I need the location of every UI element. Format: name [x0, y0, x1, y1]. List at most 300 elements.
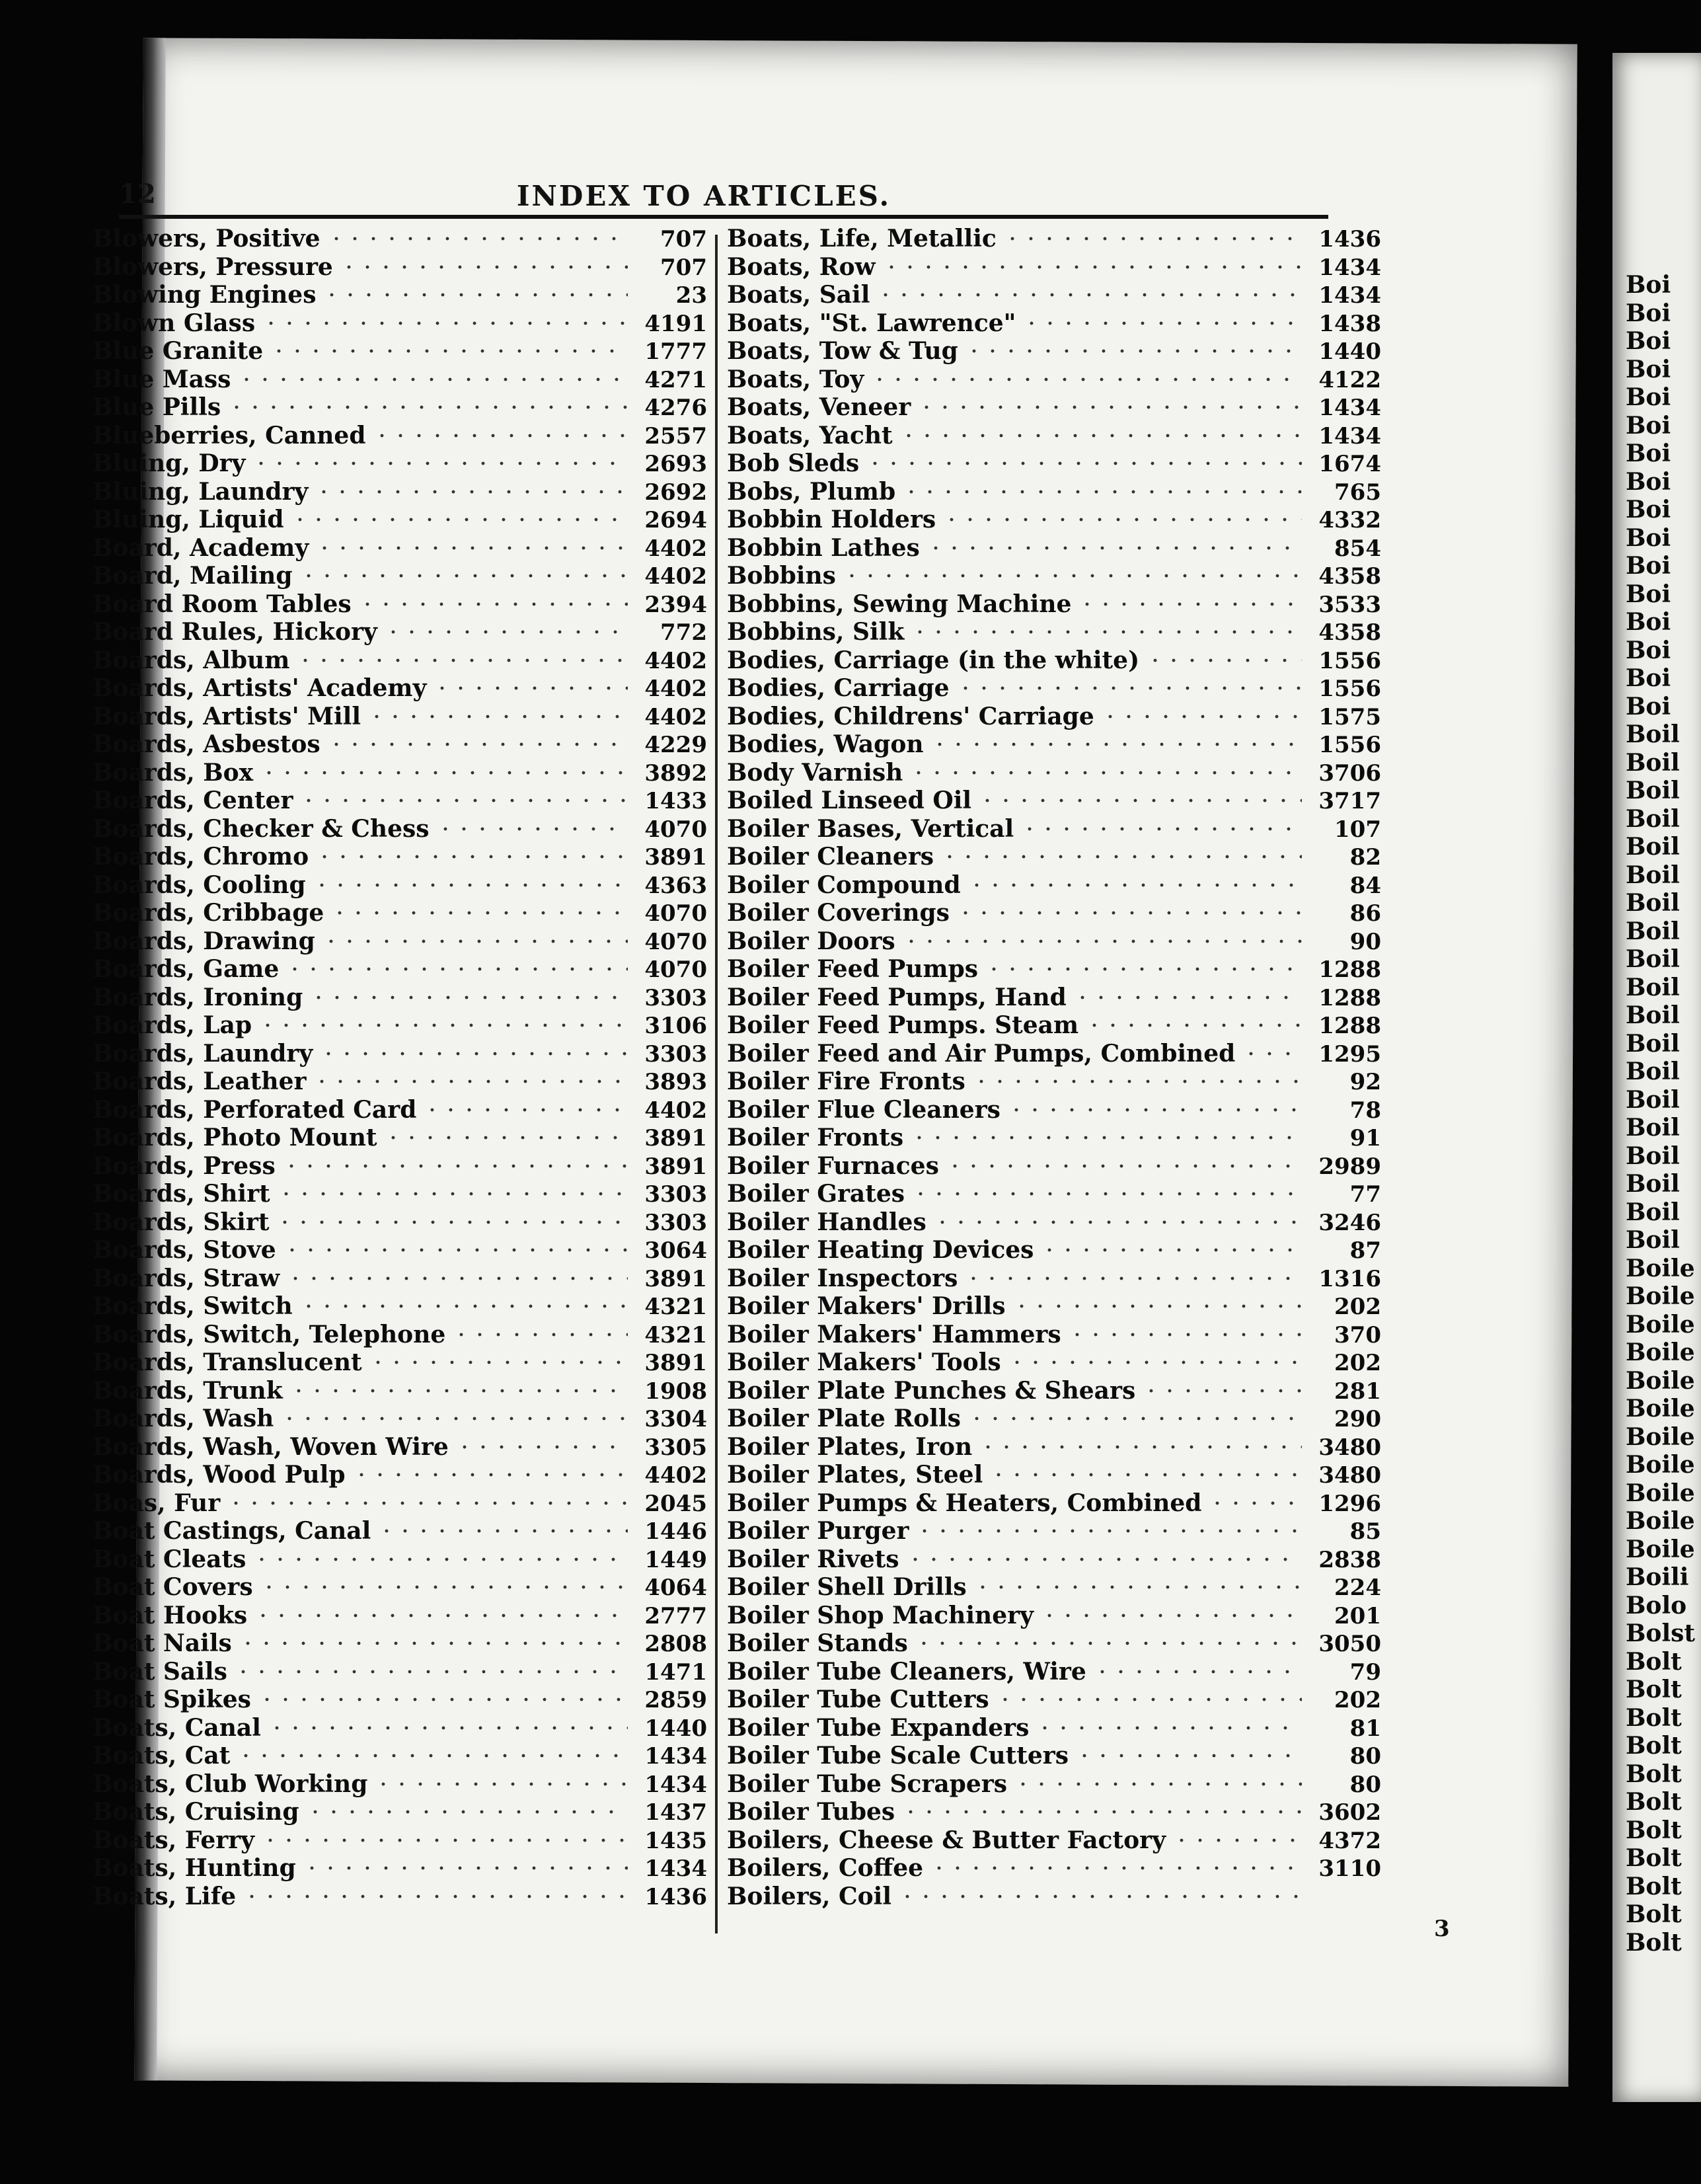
- entry-label: Boiler Makers' Drills: [727, 1292, 1006, 1320]
- dot-leader: [906, 1557, 1302, 1561]
- entry-page-number: 107: [1334, 816, 1381, 843]
- adjacent-page-fragment: Boili: [1626, 1563, 1689, 1591]
- entry-page-number: 81: [1349, 1715, 1381, 1742]
- dot-leader: [1085, 1023, 1302, 1027]
- entry-label: Boats, Toy: [727, 365, 864, 393]
- dot-leader: [352, 1473, 628, 1477]
- dot-leader: [285, 967, 628, 971]
- entry-label: Blueberries, Canned: [93, 421, 366, 449]
- index-entry: [727, 1348, 1381, 1377]
- adjacent-page-fragment: Bolt: [1626, 1732, 1682, 1760]
- entry-page-number: 4070: [644, 900, 707, 927]
- dot-leader: [1142, 1389, 1302, 1393]
- entry-label: Boards, Translucent: [93, 1348, 362, 1376]
- entry-page-number: 3305: [644, 1434, 707, 1461]
- index-entry: [93, 590, 707, 619]
- index-entry: [93, 1658, 707, 1686]
- header-rule: [119, 215, 1328, 219]
- adjacent-page-fragment: Boil: [1626, 1198, 1680, 1226]
- adjacent-page-fragment: Boi: [1626, 636, 1671, 664]
- dot-leader: [940, 855, 1302, 859]
- entry-page-number: 90: [1349, 928, 1381, 955]
- dot-leader: [870, 377, 1302, 381]
- entry-label: Boiler Handles: [727, 1208, 926, 1236]
- dot-leader: [282, 1164, 628, 1168]
- adjacent-page-fragment: Boil: [1626, 777, 1680, 804]
- index-entry: [727, 787, 1381, 815]
- adjacent-page-fragment: Boile: [1626, 1423, 1695, 1451]
- entry-label: Boiler Feed Pumps, Hand: [727, 983, 1067, 1011]
- dot-leader: [384, 1136, 628, 1140]
- dot-leader: [276, 1220, 628, 1224]
- index-entry: [727, 1011, 1381, 1040]
- entry-label: Boards, Cooling: [93, 871, 306, 899]
- dot-leader: [306, 1810, 628, 1814]
- dot-leader: [299, 799, 628, 802]
- index-entry: [727, 1180, 1381, 1208]
- index-entry: [93, 1405, 707, 1433]
- entry-page-number: 1471: [644, 1658, 707, 1686]
- index-entry: [727, 1686, 1381, 1714]
- entry-page-number: 2694: [644, 507, 707, 533]
- entry-label: Boiler Stands: [727, 1629, 908, 1657]
- entry-page-number: 4363: [644, 872, 707, 899]
- dot-leader: [930, 742, 1302, 746]
- index-entry: [727, 309, 1381, 338]
- adjacent-page-fragment: Bolt: [1626, 1647, 1682, 1676]
- entry-page-number: 3893: [644, 1069, 707, 1095]
- dot-leader: [1068, 1333, 1302, 1337]
- entry-page-number: 78: [1349, 1097, 1381, 1124]
- dot-leader: [917, 405, 1302, 409]
- entry-label: Board Rules, Hickory: [93, 618, 377, 646]
- dot-leader: [901, 1810, 1302, 1814]
- entry-page-number: 80: [1349, 1743, 1381, 1770]
- entry-page-number: 4402: [644, 647, 707, 674]
- index-entry: [93, 1517, 707, 1545]
- dot-leader: [303, 1866, 628, 1870]
- dot-leader: [1007, 1108, 1302, 1112]
- entry-page-number: 1556: [1318, 676, 1381, 702]
- adjacent-page-fragment: Boi: [1626, 664, 1671, 692]
- entry-page-number: 3480: [1318, 1462, 1381, 1489]
- entry-label: Boiler Tube Expanders: [727, 1713, 1030, 1742]
- dot-leader: [1101, 715, 1302, 719]
- index-entry: [727, 730, 1381, 759]
- entry-page-number: 4321: [644, 1294, 707, 1320]
- entry-page-number: 1440: [644, 1715, 707, 1742]
- entry-page-number: 1288: [1318, 1013, 1381, 1039]
- index-entry: [93, 337, 707, 366]
- entry-label: Boards, Skirt: [93, 1208, 270, 1236]
- entry-label: Boat Castings, Canal: [93, 1517, 371, 1545]
- entry-page-number: 3303: [644, 1209, 707, 1236]
- index-column-left: [93, 225, 707, 1910]
- entry-label: Boiler Makers' Tools: [727, 1348, 1001, 1376]
- index-entry: [93, 478, 707, 506]
- entry-label: Boiler Tube Scrapers: [727, 1770, 1007, 1798]
- dot-leader: [985, 967, 1302, 971]
- entry-page-number: 23: [675, 282, 707, 309]
- entry-page-number: 1440: [1318, 338, 1381, 365]
- dot-leader: [322, 939, 628, 943]
- entry-label: Boats, Veneer: [727, 393, 911, 421]
- index-entry: [93, 1152, 707, 1181]
- dot-leader: [262, 321, 628, 325]
- entry-label: Boiler Cleaners: [727, 843, 934, 871]
- adjacent-page-fragment: Boi: [1626, 496, 1671, 524]
- entry-page-number: 2859: [644, 1687, 707, 1713]
- dot-leader: [930, 1866, 1302, 1870]
- index-entry: [727, 1096, 1381, 1124]
- entry-page-number: 3246: [1318, 1209, 1381, 1236]
- index-entry: [93, 281, 707, 309]
- entry-page-number: 3706: [1318, 760, 1381, 787]
- page-number: 12: [119, 178, 156, 210]
- index-entry: [727, 1883, 1381, 1911]
- entry-label: Boards, Drawing: [93, 927, 315, 955]
- entry-page-number: 2557: [644, 422, 707, 449]
- entry-label: Boiler Bases, Vertical: [727, 814, 1014, 843]
- entry-page-number: 3602: [1318, 1799, 1381, 1826]
- adjacent-page-fragment: Boile: [1626, 1479, 1695, 1507]
- entry-page-number: 202: [1334, 1687, 1381, 1713]
- adjacent-page-fragment: Boil: [1626, 889, 1680, 917]
- index-entry: [727, 422, 1381, 450]
- entry-label: Blowing Engines: [93, 281, 317, 309]
- entry-label: Bobbin Holders: [727, 506, 936, 533]
- adjacent-page-fragment: Boil: [1626, 804, 1680, 833]
- entry-page-number: 1434: [644, 1771, 707, 1798]
- entry-page-number: 4070: [644, 816, 707, 843]
- entry-page-number: 3891: [644, 1153, 707, 1180]
- dot-leader: [956, 686, 1302, 690]
- dot-leader: [258, 1023, 628, 1027]
- entry-label: Bobs, Plumb: [727, 477, 896, 506]
- entry-page-number: 3050: [1318, 1631, 1381, 1657]
- dot-leader: [942, 518, 1302, 522]
- entry-page-number: 1438: [1318, 310, 1381, 337]
- dot-leader: [227, 1501, 628, 1505]
- dot-leader: [291, 518, 628, 522]
- index-entry: [727, 927, 1381, 956]
- entry-label: Boiler Shell Drills: [727, 1573, 967, 1601]
- entry-label: Boats, Sail: [727, 281, 870, 309]
- entry-label: Boats, Ferry: [93, 1826, 255, 1854]
- entry-label: Boiler Inspectors: [727, 1264, 958, 1292]
- index-entry: [93, 759, 707, 787]
- entry-page-number: 1908: [644, 1378, 707, 1405]
- entry-label: Boats, Club Working: [93, 1770, 368, 1798]
- index-entry: [727, 1798, 1381, 1826]
- entry-label: Bluing, Dry: [93, 449, 246, 477]
- adjacent-page-fragment: Boil: [1626, 1142, 1680, 1170]
- index-entry: [93, 393, 707, 422]
- adjacent-page-fragment: Boil: [1626, 861, 1680, 889]
- dot-leader: [313, 883, 628, 887]
- adjacent-page-fragment: Boi: [1626, 271, 1671, 299]
- entry-label: Blowers, Pressure: [93, 253, 333, 281]
- adjacent-page-fragment: Boi: [1626, 299, 1671, 327]
- entry-page-number: 3304: [644, 1406, 707, 1432]
- dot-leader: [455, 1445, 628, 1449]
- adjacent-page-fragment: Boi: [1626, 327, 1671, 355]
- index-entry: [93, 730, 707, 759]
- index-entry: [727, 1573, 1381, 1602]
- footer-number: 3: [1434, 1916, 1450, 1942]
- adjacent-page-fragment: Bolt: [1626, 1844, 1682, 1872]
- entry-page-number: 1674: [1318, 451, 1381, 477]
- entry-label: Blue Mass: [93, 365, 231, 393]
- entry-page-number: 1435: [644, 1827, 707, 1854]
- entry-label: Boiler Compound: [727, 871, 961, 899]
- adjacent-page-fragment: Boil: [1626, 945, 1680, 973]
- dot-leader: [967, 1417, 1302, 1421]
- index-entry: [93, 1798, 707, 1826]
- adjacent-page-fragment: Boi: [1626, 552, 1671, 580]
- entry-label: Boards, Photo Mount: [93, 1124, 377, 1151]
- dot-leader: [299, 1304, 628, 1308]
- adjacent-page-edge: [1612, 53, 1701, 2102]
- entry-label: Boards, Ironing: [93, 983, 303, 1011]
- index-entry: [727, 1433, 1381, 1462]
- entry-label: Boiler Plates, Steel: [727, 1461, 983, 1489]
- adjacent-page-fragment: Boi: [1626, 580, 1671, 608]
- index-entry: [93, 618, 707, 646]
- adjacent-page-fragment: Boil: [1626, 917, 1680, 945]
- entry-label: Boilers, Coil: [727, 1882, 892, 1910]
- index-entry: [93, 1321, 707, 1349]
- entry-label: Boards, Game: [93, 955, 280, 983]
- adjacent-page-fragment: Bolt: [1626, 1900, 1682, 1928]
- entry-label: Blown Glass: [93, 309, 256, 337]
- entry-label: Body Varnish: [727, 758, 903, 787]
- entry-page-number: 2394: [644, 591, 707, 618]
- entry-label: Blowers, Positive: [93, 225, 321, 253]
- entry-page-number: 1316: [1318, 1265, 1381, 1292]
- entry-page-number: 370: [1334, 1321, 1381, 1348]
- adjacent-page-fragment: Boil: [1626, 1170, 1680, 1198]
- entry-page-number: 2838: [1318, 1546, 1381, 1573]
- index-entry: [727, 1124, 1381, 1152]
- entry-label: Boards, Wood Pulp: [93, 1461, 346, 1489]
- adjacent-page-fragment: Boil: [1626, 1029, 1680, 1058]
- dot-leader: [239, 1641, 628, 1645]
- adjacent-page-fragment: Boi: [1626, 411, 1671, 440]
- entry-page-number: 772: [660, 619, 707, 646]
- index-entry: [93, 449, 707, 478]
- index-entry: [727, 646, 1381, 675]
- index-entry: [93, 1096, 707, 1124]
- entry-page-number: 3110: [1318, 1855, 1381, 1882]
- entry-page-number: 1436: [1318, 226, 1381, 253]
- entry-page-number: 1446: [644, 1518, 707, 1545]
- dot-leader: [1242, 1052, 1302, 1056]
- index-entry: [93, 309, 707, 338]
- dot-leader: [1073, 995, 1302, 999]
- dot-leader: [283, 1248, 628, 1252]
- entry-page-number: 77: [1349, 1181, 1381, 1208]
- entry-page-number: 3891: [644, 844, 707, 871]
- entry-page-number: 1288: [1318, 984, 1381, 1011]
- index-entry: [727, 1854, 1381, 1883]
- adjacent-page-fragment: Boil: [1626, 1058, 1680, 1085]
- index-entry: [727, 1321, 1381, 1349]
- index-entry: [727, 1040, 1381, 1068]
- dot-leader: [243, 1894, 628, 1898]
- index-entry: [93, 534, 707, 563]
- adjacent-page-fragment: Boi: [1626, 467, 1671, 496]
- dot-leader: [309, 995, 628, 999]
- entry-label: Boilers, Cheese & Butter Factory: [727, 1826, 1166, 1854]
- index-entry: [727, 1068, 1381, 1096]
- adjacent-page-fragment: Boile: [1626, 1535, 1695, 1563]
- index-entry: [93, 1348, 707, 1377]
- entry-page-number: 4064: [644, 1575, 707, 1601]
- entry-page-number: 3064: [644, 1237, 707, 1264]
- entry-label: Boiler Flue Cleaners: [727, 1095, 1001, 1124]
- index-entry: [93, 1629, 707, 1658]
- entry-label: Boiler Purger: [727, 1517, 909, 1545]
- index-entry: [93, 1208, 707, 1237]
- adjacent-page-fragment: Boil: [1626, 973, 1680, 1001]
- dot-leader: [234, 1670, 628, 1674]
- entry-page-number: 4332: [1318, 507, 1381, 533]
- adjacent-page-fragment: Boi: [1626, 692, 1671, 721]
- index-entry: [93, 984, 707, 1012]
- index-entry: [93, 899, 707, 927]
- dot-leader: [258, 1697, 628, 1701]
- dot-leader: [915, 1529, 1302, 1533]
- dot-leader: [369, 1360, 628, 1364]
- index-entry: [93, 1180, 707, 1208]
- entry-page-number: 3891: [644, 1125, 707, 1151]
- page-header: [119, 139, 1289, 218]
- entry-label: Boards, Laundry: [93, 1039, 313, 1068]
- entry-label: Boiler Fronts: [727, 1124, 904, 1151]
- entry-page-number: 4271: [644, 366, 707, 393]
- entry-label: Boards, Album: [93, 646, 290, 674]
- dot-leader: [322, 293, 628, 297]
- adjacent-page-fragment: Bolt: [1626, 1703, 1682, 1732]
- entry-label: Bobbins, Silk: [727, 618, 905, 646]
- entry-page-number: 290: [1334, 1406, 1381, 1432]
- entry-label: Boards, Trunk: [93, 1376, 283, 1405]
- entry-page-number: 4372: [1318, 1827, 1381, 1854]
- index-entry: [727, 1152, 1381, 1181]
- dot-leader: [1014, 1782, 1302, 1786]
- dot-leader: [260, 771, 628, 775]
- index-entry: [727, 1742, 1381, 1770]
- entry-page-number: 85: [1349, 1518, 1381, 1545]
- entry-label: Boiler Shop Machinery: [727, 1601, 1034, 1629]
- dot-leader: [237, 377, 628, 381]
- entry-label: Boiler Coverings: [727, 899, 950, 927]
- entry-page-number: 1434: [1318, 422, 1381, 449]
- dot-leader: [964, 1276, 1302, 1280]
- dot-leader: [377, 1529, 628, 1533]
- entry-page-number: 2808: [644, 1631, 707, 1657]
- dot-leader: [1003, 237, 1302, 241]
- adjacent-page-fragment: Boil: [1626, 748, 1680, 777]
- entry-label: Boards, Asbestos: [93, 730, 321, 758]
- index-column-right: [727, 225, 1381, 1910]
- entry-page-number: 3303: [644, 1040, 707, 1068]
- dot-leader: [956, 911, 1302, 915]
- entry-label: Bodies, Wagon: [727, 730, 924, 758]
- entry-page-number: 1434: [1318, 254, 1381, 281]
- dot-leader: [909, 771, 1302, 775]
- index-entry: [93, 703, 707, 731]
- index-entry: [93, 1124, 707, 1152]
- dot-leader: [979, 1445, 1302, 1449]
- entry-label: Boiler Grates: [727, 1180, 905, 1208]
- entry-label: Boards, Press: [93, 1151, 276, 1180]
- dot-leader: [252, 461, 628, 465]
- adjacent-page-fragment: Boi: [1626, 608, 1671, 636]
- entry-page-number: 1556: [1318, 732, 1381, 758]
- page-title: INDEX TO ARTICLES.: [516, 180, 891, 212]
- entry-label: Bobbin Lathes: [727, 533, 920, 562]
- adjacent-page-fragment: Boil: [1626, 1085, 1680, 1114]
- dot-leader: [227, 405, 628, 409]
- dot-leader: [358, 602, 628, 606]
- index-entry: [727, 366, 1381, 394]
- index-entry: [727, 562, 1381, 590]
- entry-page-number: 86: [1349, 900, 1381, 927]
- dot-leader: [252, 1557, 628, 1561]
- entry-page-number: 3480: [1318, 1434, 1381, 1461]
- dot-leader: [367, 715, 628, 719]
- entry-page-number: 4276: [644, 395, 707, 421]
- entry-label: Boiler Tube Cutters: [727, 1686, 989, 1713]
- entry-label: Boats, Hunting: [93, 1854, 296, 1882]
- dot-leader: [946, 1164, 1302, 1168]
- entry-label: Bodies, Childrens' Carriage: [727, 702, 1094, 730]
- dot-leader: [902, 490, 1302, 494]
- entry-label: Boat Spikes: [93, 1686, 251, 1713]
- dot-leader: [268, 1726, 628, 1730]
- entry-page-number: 3303: [644, 1181, 707, 1208]
- entry-page-number: 854: [1334, 535, 1381, 562]
- dot-leader: [989, 1473, 1302, 1477]
- entry-label: Boiler Plates, Iron: [727, 1432, 973, 1461]
- index-entry: [93, 927, 707, 956]
- entry-label: Boats, Yacht: [727, 421, 893, 449]
- entry-label: Boiled Linseed Oil: [727, 787, 972, 814]
- entry-page-number: 84: [1349, 872, 1381, 899]
- index-entry: [727, 1714, 1381, 1742]
- entry-label: Boiler Feed and Air Pumps, Combined: [727, 1039, 1236, 1068]
- dot-leader: [843, 574, 1302, 578]
- entry-page-number: 224: [1334, 1575, 1381, 1601]
- index-entry: [93, 1292, 707, 1321]
- entry-page-number: 1575: [1318, 703, 1381, 730]
- adjacent-page-fragment: Bolt: [1626, 1788, 1682, 1816]
- entry-page-number: 3303: [644, 984, 707, 1011]
- adjacent-page-fragment: Boi: [1626, 383, 1671, 411]
- dot-leader: [933, 1220, 1302, 1224]
- index-entry: [727, 1629, 1381, 1658]
- dot-leader: [1208, 1501, 1302, 1505]
- index-entry: [93, 1040, 707, 1068]
- dot-leader: [315, 855, 628, 859]
- dot-leader: [876, 293, 1302, 297]
- index-entry: [93, 815, 707, 843]
- dot-leader: [915, 1641, 1302, 1645]
- adjacent-page-fragment: Bolst: [1626, 1619, 1696, 1647]
- adjacent-page-fragment: Boil: [1626, 1226, 1680, 1254]
